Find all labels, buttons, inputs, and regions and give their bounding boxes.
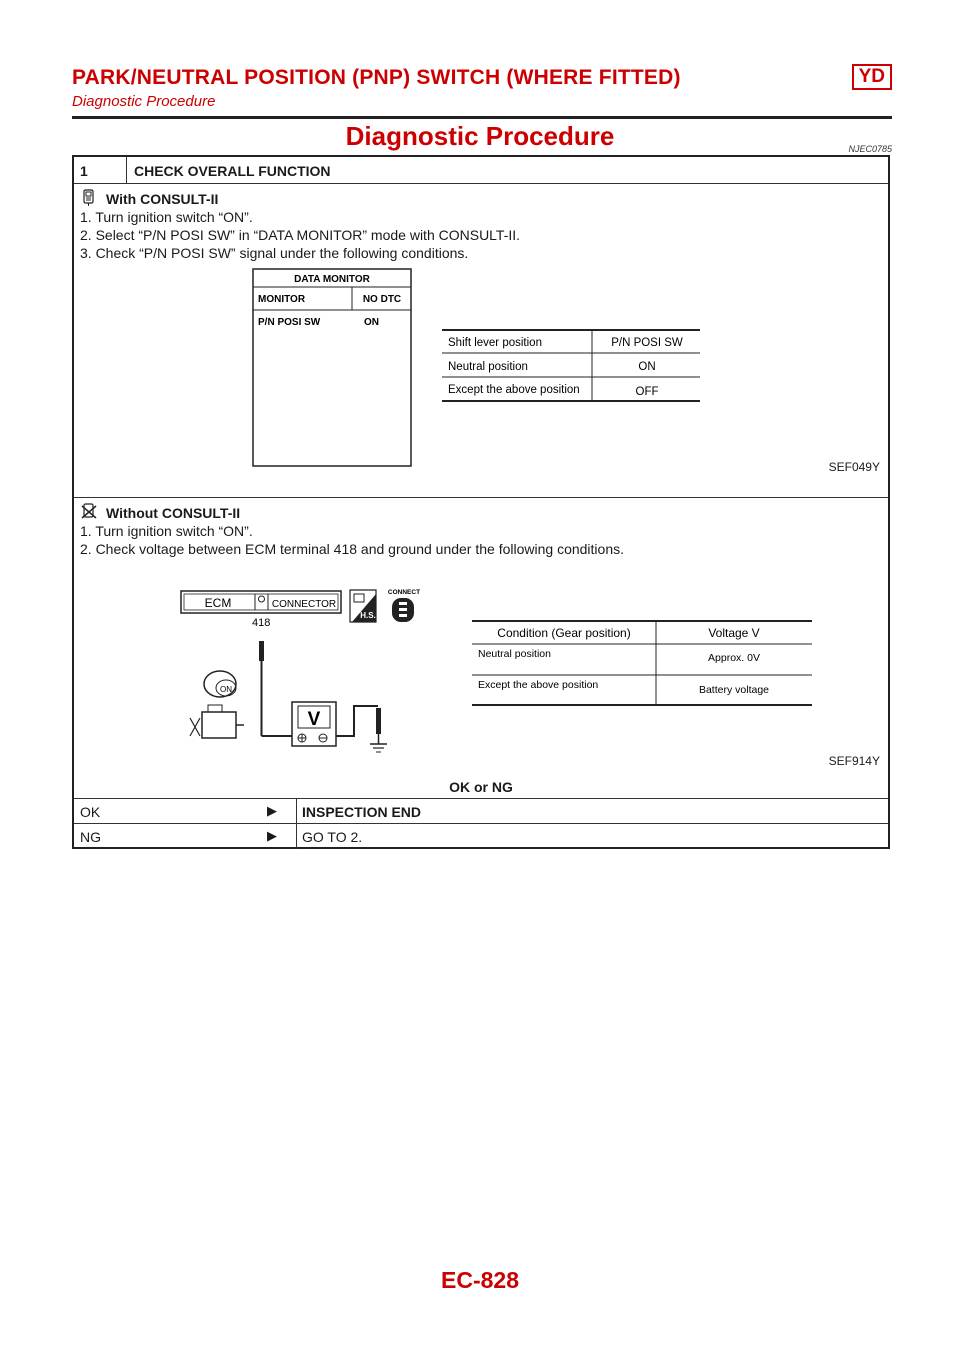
voltage-table-cell: Battery voltage [698,684,770,696]
procedure-box [72,155,890,849]
step-number: 1 [80,163,88,179]
result-divider [296,799,297,823]
with-step-2: 2. Select “P/N POSI SW” in “DATA MONITOR” mode with CONSULT-II. [80,227,521,243]
without-step-1: 1. Turn ignition switch “ON”. [80,523,253,539]
without-consult-section [74,498,888,799]
monitor-value: ON [364,317,379,328]
figure-code-2: SEF914Y [828,754,880,768]
voltage-table [472,620,814,708]
monitor-col2: NO DTC [362,294,402,305]
result-value: GO TO 2. [302,829,363,845]
header-title: PARK/NEUTRAL POSITION (PNP) SWITCH (WHERE FITTED) [72,66,681,89]
result-row-ng [74,824,888,849]
voltage-table-header-1: Condition (Gear position) [497,626,631,640]
pnp-table-cell: Except the above position [448,384,580,396]
header-subtitle: Diagnostic Procedure [72,93,216,110]
result-row-ok [74,799,888,824]
pnp-table-cell: Neutral position [448,361,528,373]
pnp-table-header-1: Shift lever position [448,337,542,349]
without-consult-heading: Without CONSULT-II [106,505,241,521]
reference-code: NJEC0785 [848,144,892,154]
ecm-label: ECM [204,596,232,610]
result-key: OK [80,804,101,820]
model-badge: YD [852,64,892,90]
step-title: CHECK OVERALL FUNCTION [134,163,331,179]
voltage-table-header-2: Voltage V [708,626,760,640]
meter-label: V [307,709,321,730]
page-title: Diagnostic Procedure [345,121,615,151]
voltage-table-cell: Except the above position [478,679,599,691]
pnp-table-cell: ON [638,361,656,373]
pnp-signal-table [442,329,702,405]
ecm-voltage-diagram [180,586,450,756]
monitor-col1: MONITOR [258,294,306,305]
no-consult-icon [80,503,98,521]
without-step-2: 2. Check voltage between ECM terminal 418 and ground under the following conditions. [80,541,624,557]
figure-code-1: SEF049Y [828,460,880,474]
consult-tool-icon [80,189,98,207]
result-key: NG [80,829,101,845]
pnp-table-cell: OFF [635,386,659,398]
step-divider [126,157,127,183]
result-divider [296,824,297,849]
ok-ng-label: OK or NG [449,779,513,795]
monitor-title: DATA MONITOR [294,274,370,285]
result-value: INSPECTION END [302,804,422,820]
connect-label: CONNECT [387,589,421,596]
data-monitor-screen [252,268,412,468]
connector-label: CONNECTOR [271,599,337,610]
monitor-item: P/N POSI SW [258,317,321,328]
terminal-label: 418 [252,617,271,629]
hs-label: H.S. [360,611,376,620]
with-step-1: 1. Turn ignition switch “ON”. [80,209,253,225]
pnp-table-header-2: P/N POSI SW [611,337,683,349]
voltage-table-cell: Neutral position [478,648,551,660]
ignition-label: ON [220,685,232,694]
with-consult-section [74,184,888,498]
page-header [72,66,892,110]
voltage-table-cell: Approx. 0V [708,652,760,664]
with-consult-heading: With CONSULT-II [106,191,219,207]
arrow-right-icon: ▶ [267,828,277,843]
page-number: EC-828 [441,1267,519,1293]
arrow-right-icon: ▶ [267,803,277,818]
header-rule [72,116,892,119]
with-step-3: 3. Check “P/N POSI SW” signal under the following conditions. [80,245,469,261]
step-header [74,157,888,184]
